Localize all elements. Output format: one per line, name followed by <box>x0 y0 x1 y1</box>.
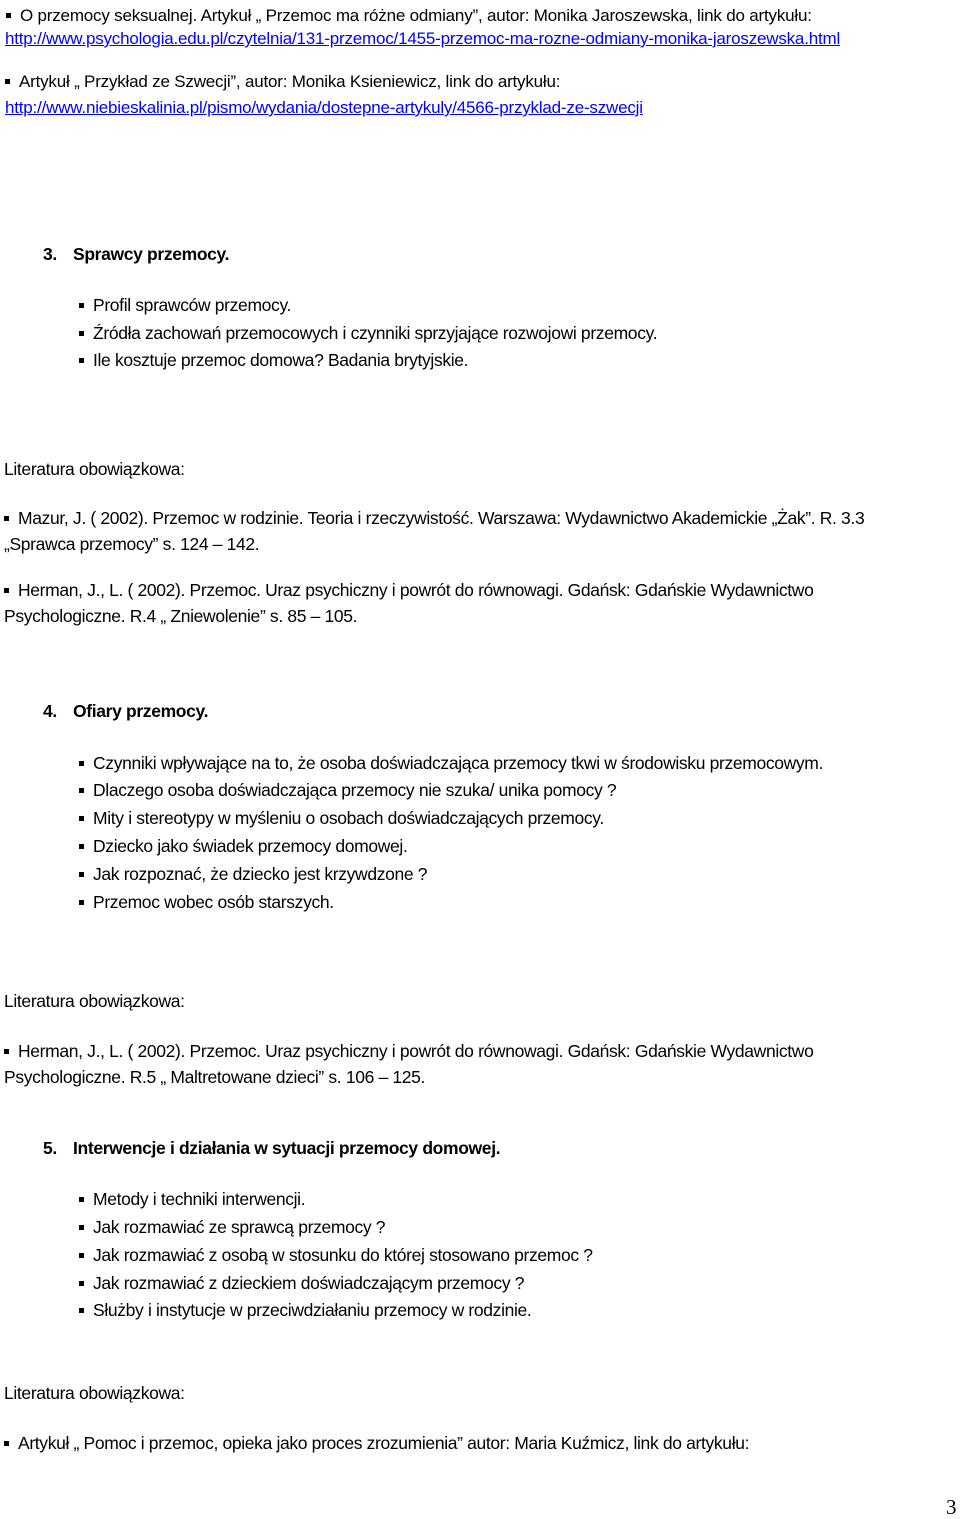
literature-label: Literatura obowiązkowa: <box>4 991 185 1011</box>
list-item-text: Służby i instytucje w przeciwdziałaniu przemocy w rodzinie. <box>93 1300 532 1320</box>
bullet-icon <box>79 900 84 905</box>
list-item <box>79 892 334 912</box>
bullet-icon <box>79 303 84 308</box>
list-item <box>79 864 427 884</box>
bullet-icon <box>79 358 84 363</box>
reference-line-continuation: Psychologiczne. R.4 „ Zniewolenie” s. 85 – 105. <box>4 606 358 626</box>
bullet-icon <box>79 331 84 336</box>
intro-item-2 <box>5 72 560 92</box>
bullet-icon <box>4 1049 9 1054</box>
list-item-text: Mity i stereotypy w myśleniu o osobach doświadczających przemocy. <box>93 808 604 828</box>
list-item-text: Przemoc wobec osób starszych. <box>93 892 334 912</box>
list-item-text: Dziecko jako świadek przemocy domowej. <box>93 836 408 856</box>
list-item-text: Źródła zachowań przemocowych i czynniki sprzyjające rozwojowi przemocy. <box>93 323 658 343</box>
reference-text: Mazur, J. ( 2002). Przemoc w rodzinie. Teoria i rzeczywistość. Warszawa: Wydawnictwo Akademickie „Żak”. R. 3.3 <box>18 508 865 528</box>
list-item <box>79 808 604 828</box>
list-item-text: Dlaczego osoba doświadczająca przemocy nie szuka/ unika pomocy ? <box>93 780 617 800</box>
list-item <box>79 1217 385 1237</box>
intro-item-1 <box>6 6 812 26</box>
bullet-icon <box>79 788 84 793</box>
list-item-text: Jak rozpoznać, że dziecko jest krzywdzone ? <box>93 864 428 884</box>
bullet-icon <box>79 1253 84 1258</box>
bullet-icon <box>79 1197 84 1202</box>
reference-line <box>4 1041 813 1061</box>
intro-item-2-text: Artykuł „ Przykład ze Szwecji”, autor: Monika Ksieniewicz, link do artykułu: <box>19 72 561 91</box>
list-item <box>79 753 823 773</box>
bullet-icon <box>79 1308 84 1313</box>
section-3-title: Sprawcy przemocy. <box>73 244 230 264</box>
section-5-number: 5. <box>43 1138 57 1158</box>
literature-label: Literatura obowiązkowa: <box>4 1383 185 1403</box>
section-4-number: 4. <box>43 701 57 721</box>
list-item <box>79 323 657 343</box>
list-item-text: Czynniki wpływające na to, że osoba doświadczająca przemocy tkwi w środowisku przemocowym. <box>93 753 824 773</box>
bullet-icon <box>79 1281 84 1286</box>
bullet-icon <box>4 588 9 593</box>
list-item <box>79 1273 524 1293</box>
list-item <box>79 1300 531 1320</box>
bullet-icon <box>4 1441 9 1446</box>
bullet-icon <box>6 13 11 18</box>
list-item <box>79 836 407 856</box>
list-item-text: Metody i techniki interwencji. <box>93 1189 306 1209</box>
list-item-text: Profil sprawców przemocy. <box>93 295 292 315</box>
list-item-text: Jak rozmawiać z dzieckiem doświadczającym przemocy ? <box>93 1273 525 1293</box>
section-5-heading <box>43 1138 500 1158</box>
bullet-icon <box>79 761 84 766</box>
list-item-text: Jak rozmawiać ze sprawcą przemocy ? <box>93 1217 386 1237</box>
reference-line-continuation: „Sprawca przemocy” s. 124 – 142. <box>4 534 260 554</box>
intro-item-1-link[interactable]: http://www.psychologia.edu.pl/czytelnia/131-przemoc/1455-przemoc-ma-rozne-odmiany-monika-jaroszewska.html <box>5 29 841 48</box>
bullet-icon <box>79 1225 84 1230</box>
section-4-heading <box>43 701 208 721</box>
section-3-number: 3. <box>43 244 57 264</box>
list-item <box>79 1245 593 1265</box>
list-item-text: Jak rozmawiać z osobą w stosunku do której stosowano przemoc ? <box>93 1245 593 1265</box>
reference-line <box>4 580 813 600</box>
list-item <box>79 1189 305 1209</box>
section-3-heading <box>43 244 229 264</box>
literature-label: Literatura obowiązkowa: <box>4 459 185 479</box>
reference-line-continuation: Psychologiczne. R.5 „ Maltretowane dzieci” s. 106 – 125. <box>4 1067 426 1087</box>
reference-text: Herman, J., L. ( 2002). Przemoc. Uraz psychiczny i powrót do równowagi. Gdańsk: Gdańskie Wydawnictwo <box>18 1041 814 1061</box>
section-5-title: Interwencje i działania w sytuacji przemocy domowej. <box>73 1138 501 1158</box>
list-item <box>79 780 616 800</box>
bullet-icon <box>5 79 10 84</box>
section-4-title: Ofiary przemocy. <box>73 701 209 721</box>
bullet-icon <box>4 516 9 521</box>
list-item <box>79 350 468 370</box>
intro-item-2-link[interactable]: http://www.niebieskalinia.pl/pismo/wydania/dostepne-artykuly/4566-przyklad-ze-szwecji <box>5 98 643 117</box>
intro-item-1-text: O przemocy seksualnej. Artykuł „ Przemoc ma różne odmiany”, autor: Monika Jaroszewska, link do artykułu: <box>20 6 812 25</box>
bullet-icon <box>79 872 84 877</box>
list-item-text: Ile kosztuje przemoc domowa? Badania brytyjskie. <box>93 350 469 370</box>
reference-line <box>4 508 864 528</box>
bullet-icon <box>79 816 84 821</box>
bullet-icon <box>79 844 84 849</box>
reference-text: Artykuł „ Pomoc i przemoc, opieka jako proces zrozumienia” autor: Maria Kuźmicz, link do artykułu: <box>18 1433 750 1453</box>
reference-text: Herman, J., L. ( 2002). Przemoc. Uraz psychiczny i powrót do równowagi. Gdańsk: Gdańskie Wydawnictwo <box>18 580 814 600</box>
page-number: 3 <box>946 1495 957 1519</box>
list-item <box>79 295 291 315</box>
reference-line <box>4 1433 749 1453</box>
